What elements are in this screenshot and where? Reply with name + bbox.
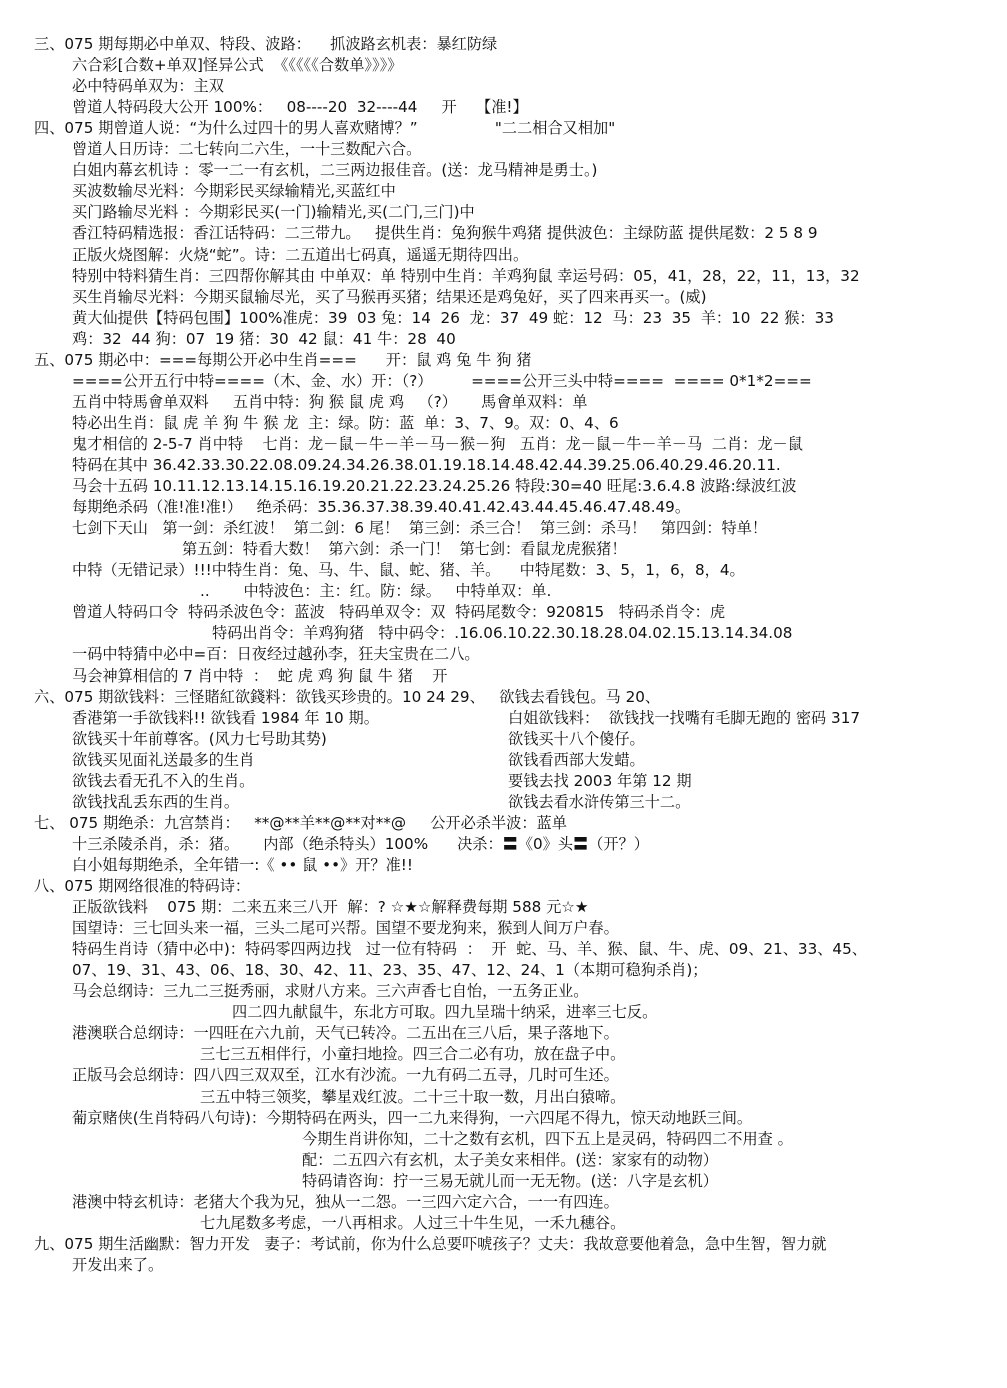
text-line: 八、075 期网络很准的特码诗： [34, 877, 251, 895]
text-line: 正版欲钱料 075 期：二来五来三八开 解：? ☆★☆解释费每期 588 元☆★ [72, 898, 589, 917]
text-line: 香江特码精选报：香江话特码：二三带九。 提供生肖：兔狗猴牛鸡猪 提供波色：主绿防蓝 提供尾数：2 5 8 9 [72, 224, 818, 243]
text-line: 特别中特料猜生肖：三四帮你解其由 中单双：单 特别中生肖：羊鸡狗鼠 幸运号码：05，41，28，22，11，13，32 [72, 266, 860, 285]
text-line: 一码中特猜中必中=百：日夜经过越孙李，狂夫宝贵在二八。 [72, 645, 480, 664]
text-line: 七九尾数多考虑，一八再相求。人过三十牛生见，一禾九穗谷。 [200, 1213, 626, 1232]
text-line: .. 中特波色：主：红。防：绿。 中特单双：单. [200, 582, 552, 601]
text-line: 欲钱找乱丢东西的生肖。 [72, 792, 240, 811]
text-line: 曾道人特码口令 特码杀波色令：蓝波 特码单双令：双 特码尾数令：920815 特码杀肖令：虎 [72, 603, 726, 622]
text-line: 曾道人特码段大公开 100%： 08----20 32----44 开 【准!】 [72, 98, 528, 117]
text-line: 六合彩[合数+单双]怪异公式 《《《《《合数单》》》》 [72, 56, 403, 75]
text-line: 特码出肖令：羊鸡狗猪 特中码令：.16.06.10.22.30.18.28.04.02.15.13.14.34.08 [212, 624, 793, 643]
text-line: 特必出生肖：鼠 虎 羊 狗 牛 猴 龙 主：绿。防：蓝 单：3、7、9。双：0、4、6 [72, 413, 619, 432]
text-line: ====公开五行中特====（木、金、水）开：（?） ====公开三头中特==== ==== 0*1*2=== [72, 371, 812, 390]
text-line: 六、075 期欲钱料：三怪賭紅欲錢料：欲钱买珍贵的。10 24 29、 欲钱去看钱包。马 20、 [34, 687, 661, 706]
text-line: 买生肖输尽光料：今期买鼠输尽光，买了马猴再买猪；结果还是鸡兔好，买了四来再买一。(威) [72, 287, 707, 306]
text-line: 黄大仙提供【特码包围】100%准虎：39 03 兔：14 26 龙：37 49 蛇：12 马：23 35 羊：10 22 猴：33 [72, 308, 834, 327]
text-line: 国望诗：三七回头来一福，三头二尾可兴帮。国望不要龙狗来，猴到人间万户春。 [72, 919, 619, 938]
text-line: 三五中特三领奖，攀星戏红波。二十三十取一数，月出白猿啼。 [200, 1087, 626, 1106]
text-line: 四、075 期曾道人说：“为什么过四十的男人喜欢赌博？” "二二相合又相加" [34, 119, 616, 138]
text-line: 每期绝杀码（准!准!准!） 绝杀码：35.36.37.38.39.40.41.42.43.44.45.46.47.48.49。 [72, 498, 691, 517]
text-line: 港澳中特玄机诗：老猪大个我为兄，独从一二怨。一三四六定六合，一一有四连。 [72, 1192, 619, 1211]
text-line: 买门路输尽光料 ：今期彩民买(一门)输精光,买(二门,三门)中 [72, 203, 475, 222]
right-column-line: 欲钱买十八个傻仔。 [508, 729, 645, 748]
text-line: 第五剑：特看大数！ 第六剑：杀一门！ 第七剑：看鼠龙虎猴猪！ [182, 540, 627, 559]
text-line: 五肖中特馬會单双料 五肖中特：狗 猴 鼠 虎 鸡 （?） 馬會单双料：单 [72, 392, 588, 411]
right-column-line: 白姐欲钱料： 欲钱找一找嘴有毛脚无跑的 密码 317 [508, 708, 861, 727]
text-line: 九、075 期生活幽默：智力开发 妻子：考试前，你为什么总要吓唬孩子？丈夫：我故意要他着急，急中生智，智力就 [34, 1234, 827, 1253]
text-line: 鸡：32 44 狗：07 19 猪：30 42 鼠：41 牛：28 40 [72, 329, 456, 348]
text-line: 七剑下天山 第一剑：杀红波！ 第二剑：6 尾！ 第三剑：杀三合！ 第三剑：杀马！ 第四剑：特单！ [72, 519, 768, 538]
text-line: 欲钱去看无孔不入的生肖。 [72, 771, 255, 790]
text-line: 正版火烧图解：火烧“蛇”。诗：二五道出七码真，遥遥无期待四出。 [72, 245, 529, 264]
text-line: 开发出来了。 [72, 1255, 164, 1274]
text-line: 十三杀陵杀肖，杀：猪。 内部（绝杀特头）100% 决杀：〓《0》头〓（开？） [72, 834, 649, 853]
text-line: 鬼才相信的 2-5-7 肖中特 七肖：龙－鼠－牛－羊－马－猴－狗 五肖：龙－鼠－牛－羊－马 二肖：龙－鼠 [72, 434, 803, 453]
text-line: 马会神算相信的 7 肖中特 ： 蛇 虎 鸡 狗 鼠 牛 猪 开 [72, 666, 448, 685]
text-line: 五、075 期必中：===每期公开必中生肖=== 开：鼠 鸡 兔 牛 狗 猪 [34, 350, 532, 369]
text-line: 三、075 期每期必中单双、特段、波路： 抓波路玄机表：暴红防绿 [34, 35, 498, 53]
text-line: 马会十五码 10.11.12.13.14.15.16.19.20.21.22.23.24.25.26 特段:30=40 旺尾:3.6.4.8 波路:绿波红波 [72, 477, 797, 496]
text-line: 三七三五相伴行，小童扫地捡。四三合二必有功，放在盘子中。 [200, 1045, 626, 1064]
text-line: 正版马会总纲诗：四八四三双双至，江水有沙流。一九有码二五寻，几时可生还。 [72, 1066, 619, 1085]
right-column-line: 要钱去找 2003 年第 12 期 [508, 771, 692, 790]
right-column-line: 欲钱去看水浒传第三十二。 [508, 792, 691, 811]
text-line: 四二四九献鼠牛，东北方可取。四九呈瑞十纳采，进率三七反。 [232, 1003, 658, 1022]
text-line: 特码在其中 36.42.33.30.22.08.09.24.34.26.38.01.19.18.14.48.42.44.39.25.06.40.29.46.20.11. [72, 456, 781, 474]
text-line: 白姐内幕玄机诗 ：零一二一有玄机，二三两边报佳音。(送：龙马精神是勇士。) [72, 161, 598, 180]
text-line: 今期生肖讲你知，二十之数有玄机，四下五上是灵码，特码四二不用查 。 [302, 1129, 793, 1148]
text-line: 欲钱买见面礼送最多的生肖 [72, 750, 255, 769]
text-line: 07、19、31、43、06、18、30、42、11、23、35、47、12、24、1（本期可稳狗杀肖)； [72, 961, 708, 980]
text-line: 特码生肖诗（猜中必中)：特码零四两边找 过一位有特码 ： 开 蛇、马、羊、猴、鼠、牛、虎、09、21、33、45、 [72, 940, 867, 959]
text-line: 港澳联合总纲诗：一四旺在六九前，天气已转冷。二五出在三八后，果子落地下。 [72, 1024, 619, 1043]
text-line: 马会总纲诗：三九二三挺秀丽，求财八方来。三六声香七自怡，一五务正业。 [72, 982, 589, 1001]
text-line: 欲钱买十年前尊客。(风力七号助其势) [72, 729, 327, 748]
text-line: 白小姐每期绝杀，全年错一:《 •• 鼠 ••》开？准!! [72, 855, 413, 874]
text-line: 特码请咨询：拧一三易无就儿而一无无物。(送：八字是玄机） [302, 1171, 718, 1190]
text-line: 葡京赌侠(生肖特码八句诗)：今期特码在两头，四一二九来得狗，一六四尾不得九，惊天动地跃三间。 [72, 1108, 753, 1127]
text-line: 曾道人日历诗：二七转向二六生，一十三数配六合。 [72, 140, 422, 159]
text-line: 中特（无错记录）!!!中特生肖：兔、马、牛、鼠、蛇、猪、羊。 中特尾数：3、5，1，6，8，4。 [72, 561, 745, 580]
text-line: 香港第一手欲钱料!! 欲钱看 1984 年 10 期。 [72, 708, 379, 727]
text-line: 买波数输尽光料：今期彩民买绿输精光,买蓝红中 [72, 182, 396, 201]
text-line: 必中特码单双为：主双 [72, 77, 224, 96]
right-column-line: 欲钱看西部大发蜡。 [508, 750, 645, 769]
text-line: 配：二五四六有玄机，太子美女来相伴。(送：家家有的动物） [302, 1150, 718, 1169]
text-line: 七、 075 期绝杀：九宫禁肖： **@**羊**@**对**@ 公开必杀半波：蓝单 [34, 813, 567, 832]
